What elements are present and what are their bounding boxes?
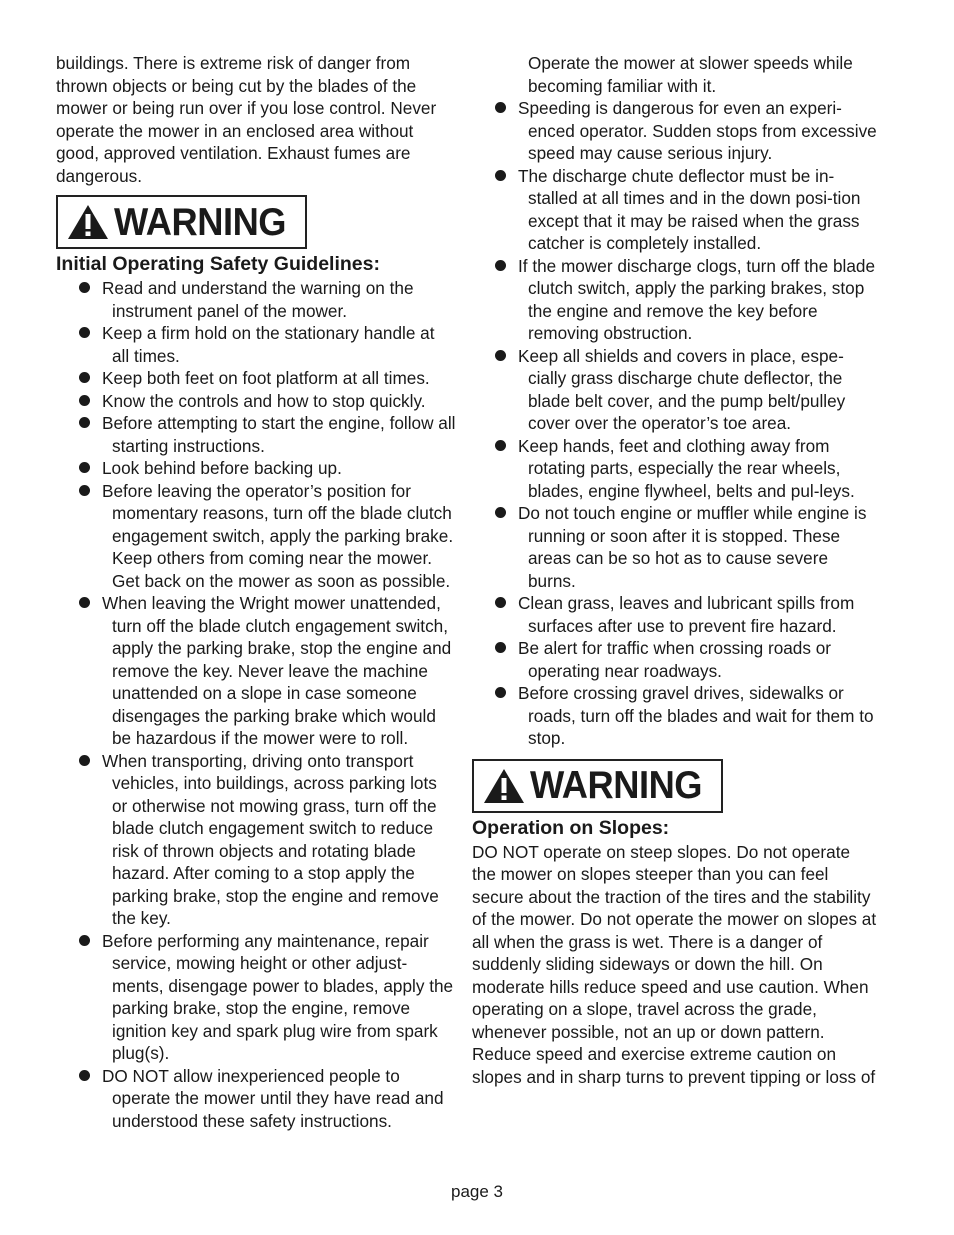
bullet-icon [79,372,90,383]
warning-label: WARNING [114,200,287,244]
bullet-icon [495,687,506,698]
list-item: Keep a firm hold on the stationary handle at all times. [56,322,456,367]
bullet-icon [79,417,90,428]
bullet-icon [79,597,90,608]
bullet-icon [495,597,506,608]
bullet-icon [79,282,90,293]
bullet-icon [495,507,506,518]
list-item: Before performing any maintenance, repair service, mowing height or other adjust-ments, disengage power to blades, apply the parking brake, stop the engine, remove ignition key and spark plug wire from spark plug(s). [56,930,456,1065]
list-item: Before attempting to start the engine, follow all starting instructions. [56,412,456,457]
list-item: Before leaving the operator’s position for momentary reasons, turn off the blade clutch engagement switch, apply the parking brake. Keep others from coming near the mower. Get back on the mower as soon as possible. [56,480,456,593]
bullet-icon [79,755,90,766]
safety-list [56,277,456,1132]
warning-triangle-icon [482,767,526,805]
list-item: If the mower discharge clogs, turn off the blade clutch switch, apply the parking brakes, stop the engine and remove the key before removing obstruction. [472,255,877,345]
warning-triangle-icon [66,203,110,241]
bullet-icon [495,170,506,181]
bullet-icon [79,485,90,496]
list-item: The discharge chute deflector must be in-stalled at all times and in the down posi-tion except that it may be raised when the grass catcher is completely installed. [472,165,877,255]
list-item: Before crossing gravel drives, sidewalks or roads, turn off the blades and wait for them to stop. [472,682,877,750]
list-item: Be alert for traffic when crossing roads or operating near roadways. [472,637,877,682]
bullet-icon [495,350,506,361]
safety-list-continued [472,97,877,750]
bullet-icon [79,935,90,946]
bullet-icon [79,1070,90,1081]
bullet-icon [495,440,506,451]
list-item: Look behind before backing up. [56,457,456,480]
list-item: DO NOT allow inexperienced people to operate the mower until they have read and understood these safety instructions. [56,1065,456,1133]
continued-item: Operate the mower at slower speeds while becoming familiar with it. [528,53,853,96]
left-column [56,52,456,1132]
list-item: Speeding is dangerous for even an experi-enced operator. Sudden stops from excessive speed may cause serious injury. [472,97,877,165]
section-heading: Operation on Slopes: [472,816,670,839]
warning-label: WARNING [530,764,703,807]
bullet-icon [495,642,506,653]
warning-banner [472,759,723,813]
list-item: Do not touch engine or muffler while engine is running or soon after it is stopped. These areas can be so hot as to cause severe burns. [472,502,877,592]
section-heading: Initial Operating Safety Guidelines: [56,253,380,275]
list-item: Keep all shields and covers in place, espe-cially grass discharge chute deflector, the blade belt cover, and the pump belt/pulley cover over the operator’s toe area. [472,345,877,435]
slopes-paragraph: DO NOT operate on steep slopes. Do not operate the mower on slopes steeper than you can feel secure about the traction of the tires and the stability of the mower. Do not operate the mower on slopes at all when the grass is wet. There is a danger of suddenly sliding sideways or down the hill. On moderate hills reduce speed and use caution. When operating on a slope, travel across the grade, whenever possible, not an up or down pattern. Reduce speed and exercise extreme caution on slopes and in sharp turns to prevent tipping or loss of [472,841,877,1087]
right-column [472,52,877,1088]
bullet-icon [495,260,506,271]
intro-paragraph: buildings. There is extreme risk of danger from thrown objects or being cut by the blades of the mower or being run over if you lose control. Never operate the mower in an enclosed area without good, approved ventilation. Exhaust fumes are dangerous. [56,53,437,186]
page-number: page 3 [451,1182,503,1201]
list-item: Clean grass, leaves and lubricant spills from surfaces after use to prevent fire hazard. [472,592,877,637]
list-item: Keep hands, feet and clothing away from rotating parts, especially the rear wheels, blades, engine flywheel, belts and pul-leys. [472,435,877,503]
list-item: Read and understand the warning on the instrument panel of the mower. [56,277,456,322]
list-item: Keep both feet on foot platform at all times. [56,367,456,390]
list-item: When leaving the Wright mower unattended, turn off the blade clutch engagement switch, apply the parking brake, stop the engine and remove the key. Never leave the machine unattended on a slope in case someone disengages the parking brake which would be hazardous if the mower were to roll. [56,592,456,750]
bullet-icon [79,395,90,406]
bullet-icon [79,462,90,473]
list-item: When transporting, driving onto transport vehicles, into buildings, across parking lots or otherwise not mowing grass, turn off the blade clutch engagement switch to reduce risk of thrown objects and rotating blade hazard. After coming to a stop apply the parking brake, stop the engine and remove the key. [56,750,456,930]
warning-banner [56,195,307,249]
bullet-icon [495,102,506,113]
bullet-icon [79,327,90,338]
list-item: Know the controls and how to stop quickly. [56,390,456,413]
